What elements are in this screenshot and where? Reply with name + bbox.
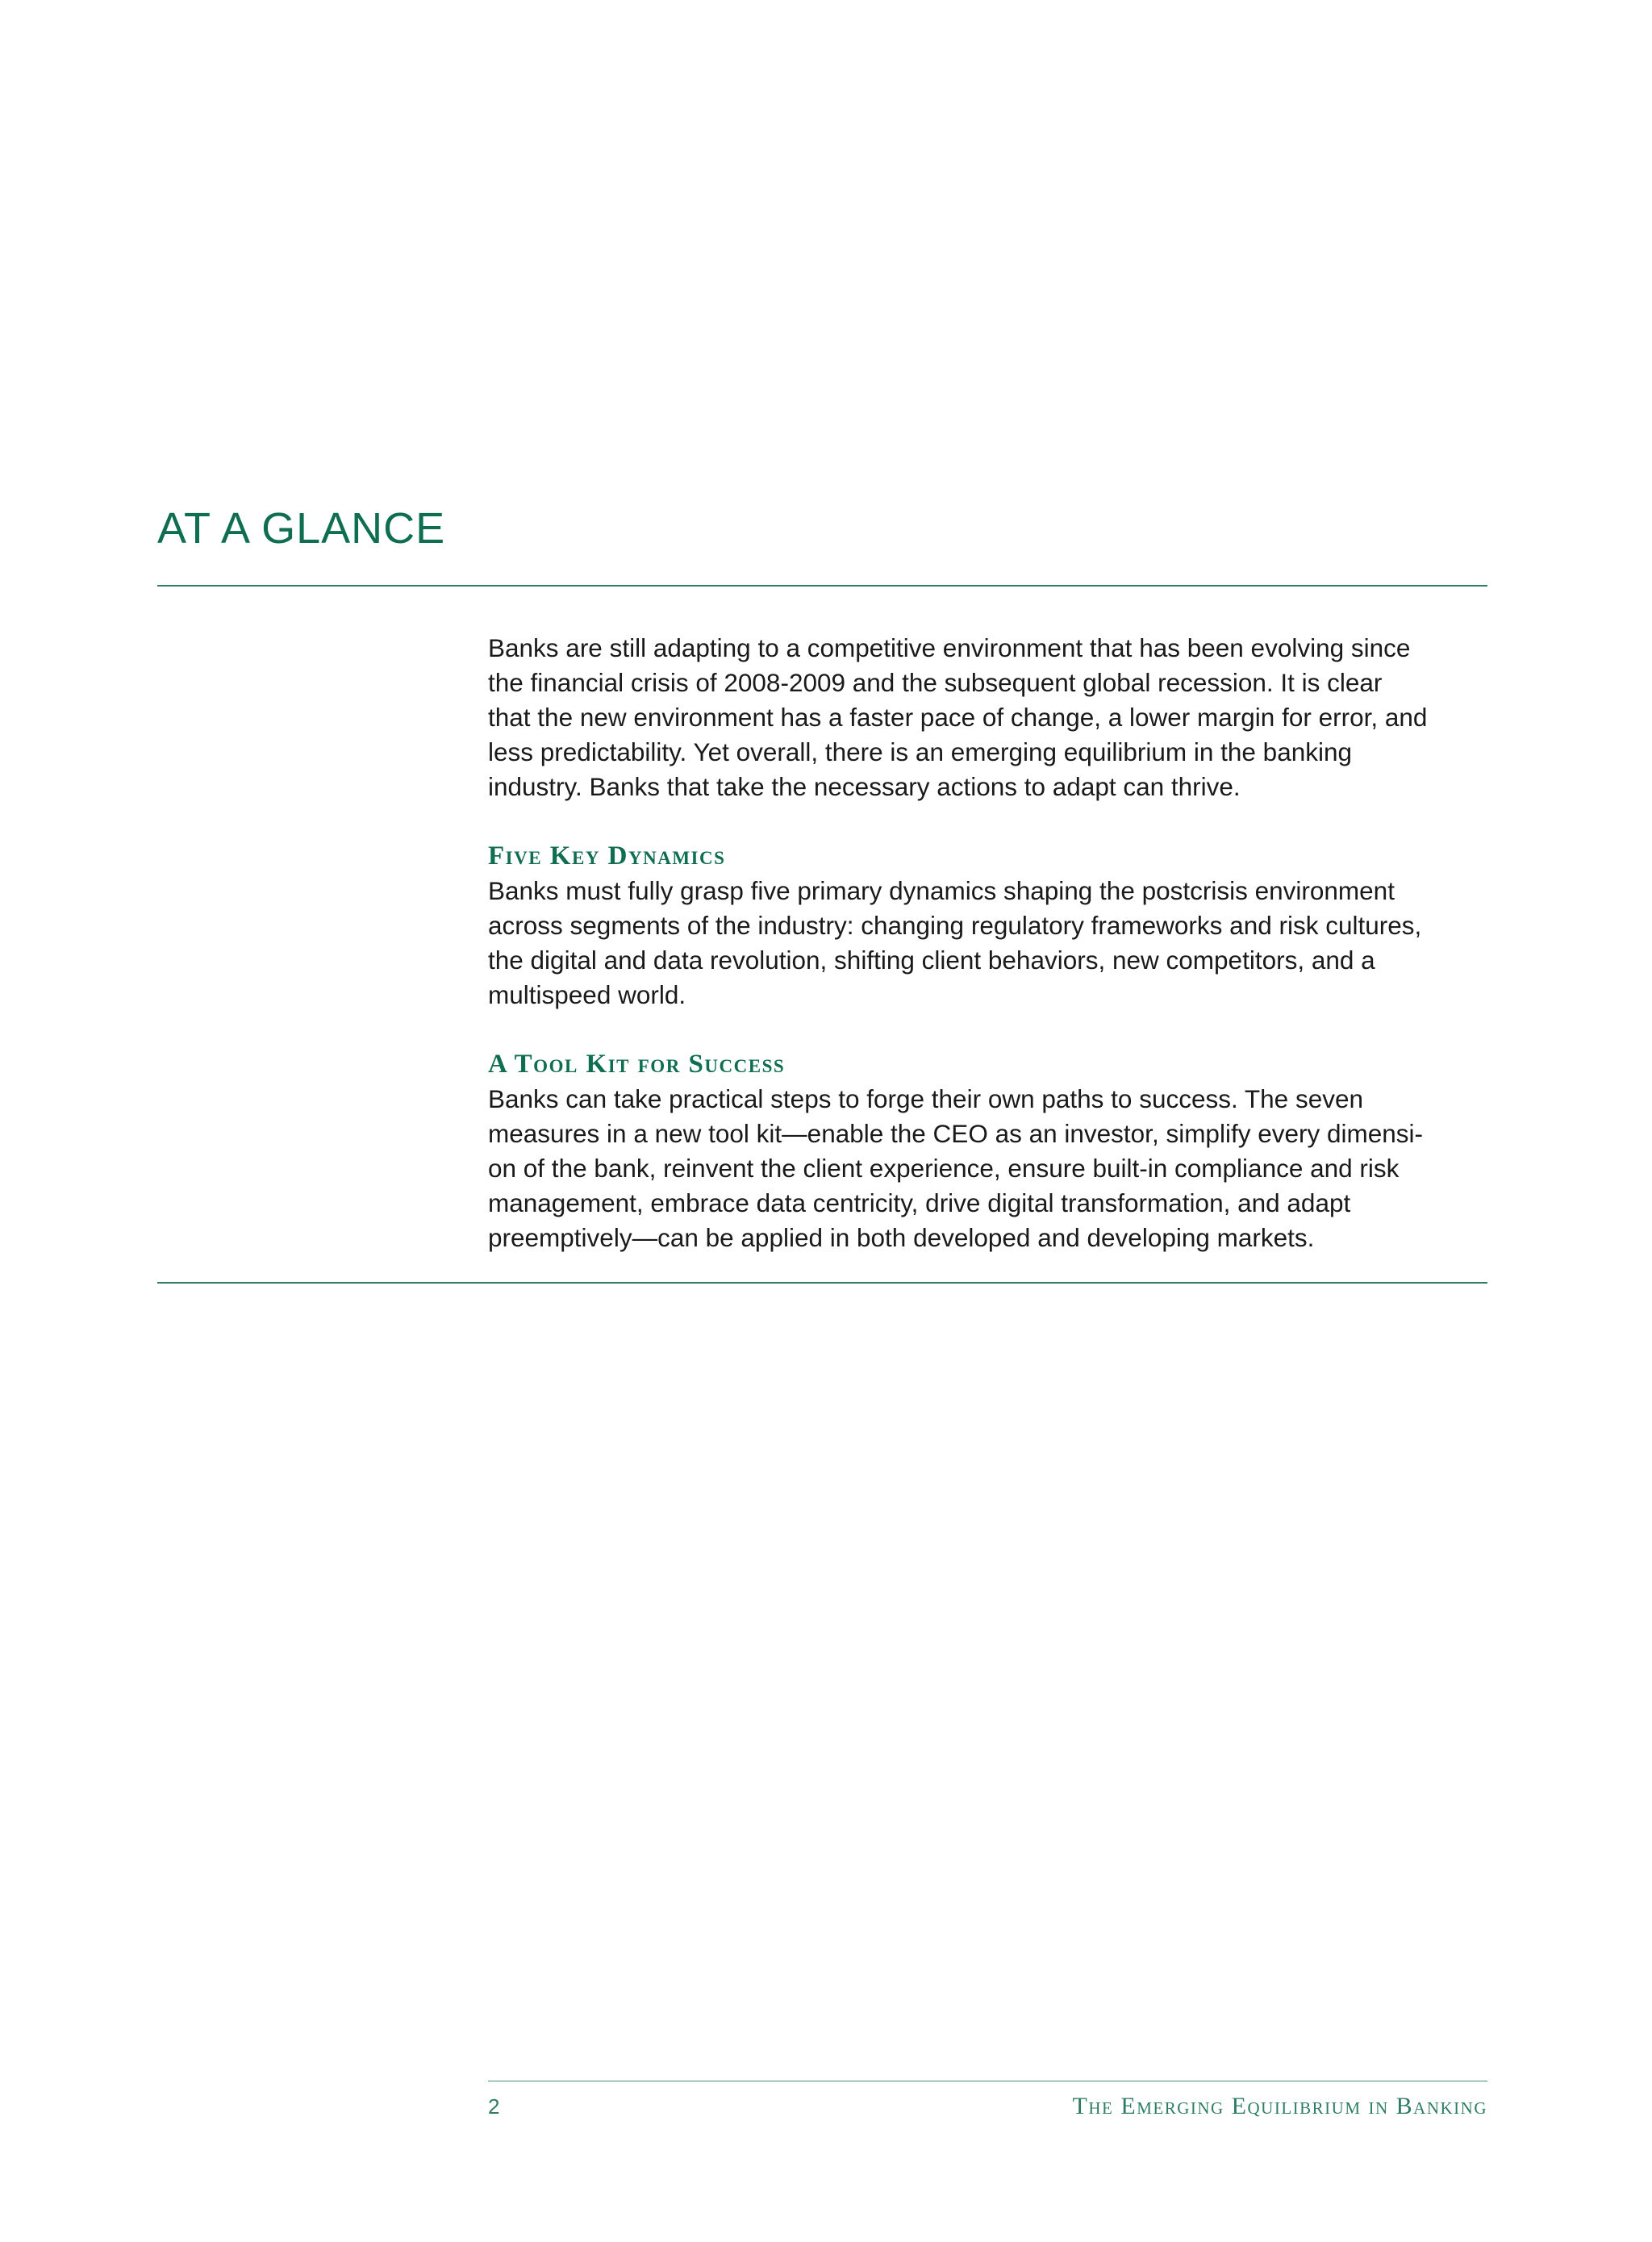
subsection-heading-tool-kit: A Tool Kit for Success	[488, 1050, 786, 1079]
running-footer-title: The Emerging Equilibrium in Banking	[1072, 2093, 1487, 2119]
subsection-heading-five-key-dynamics: Five Key Dynamics	[488, 841, 726, 870]
intro-paragraph: Banks are still adapting to a competitive environment that has been evolving since the financial crisis of 2008-2009 and the subsequent global recession. It is clear that the new environment has a faster pace of change, a lower margin for error, and less predictability. Yet overall, there is an emerging equilibrium in the banking industry. Banks that take the necessary actions to adapt can thrive.	[488, 633, 1428, 801]
bottom-divider	[157, 1282, 1487, 1284]
page-number: 2	[488, 2094, 500, 2119]
top-divider	[157, 585, 1487, 587]
subsection-body-tool-kit: Banks can take practical steps to forge their own paths to success. The seven measures in a new tool kit—enable the CEO as an investor, simplify every dimensi- on of the bank, reinvent the client experience, ensure built-in compliance and risk management, embrace data centricity, drive digital transformation, and adapt preemptively—can be applied in both developed and developing markets.	[488, 1084, 1424, 1252]
section-title: AT A GLANCE	[157, 504, 446, 553]
at-a-glance-content	[488, 631, 1492, 1255]
subsection-body-five-key-dynamics: Banks must fully grasp five primary dynamics shaping the postcrisis environment across segments of the industry: changing regulatory frameworks and risk cultures, the digital and data revolution, shifting client behaviors, new competitors, and a multispeed world.	[488, 876, 1422, 1009]
